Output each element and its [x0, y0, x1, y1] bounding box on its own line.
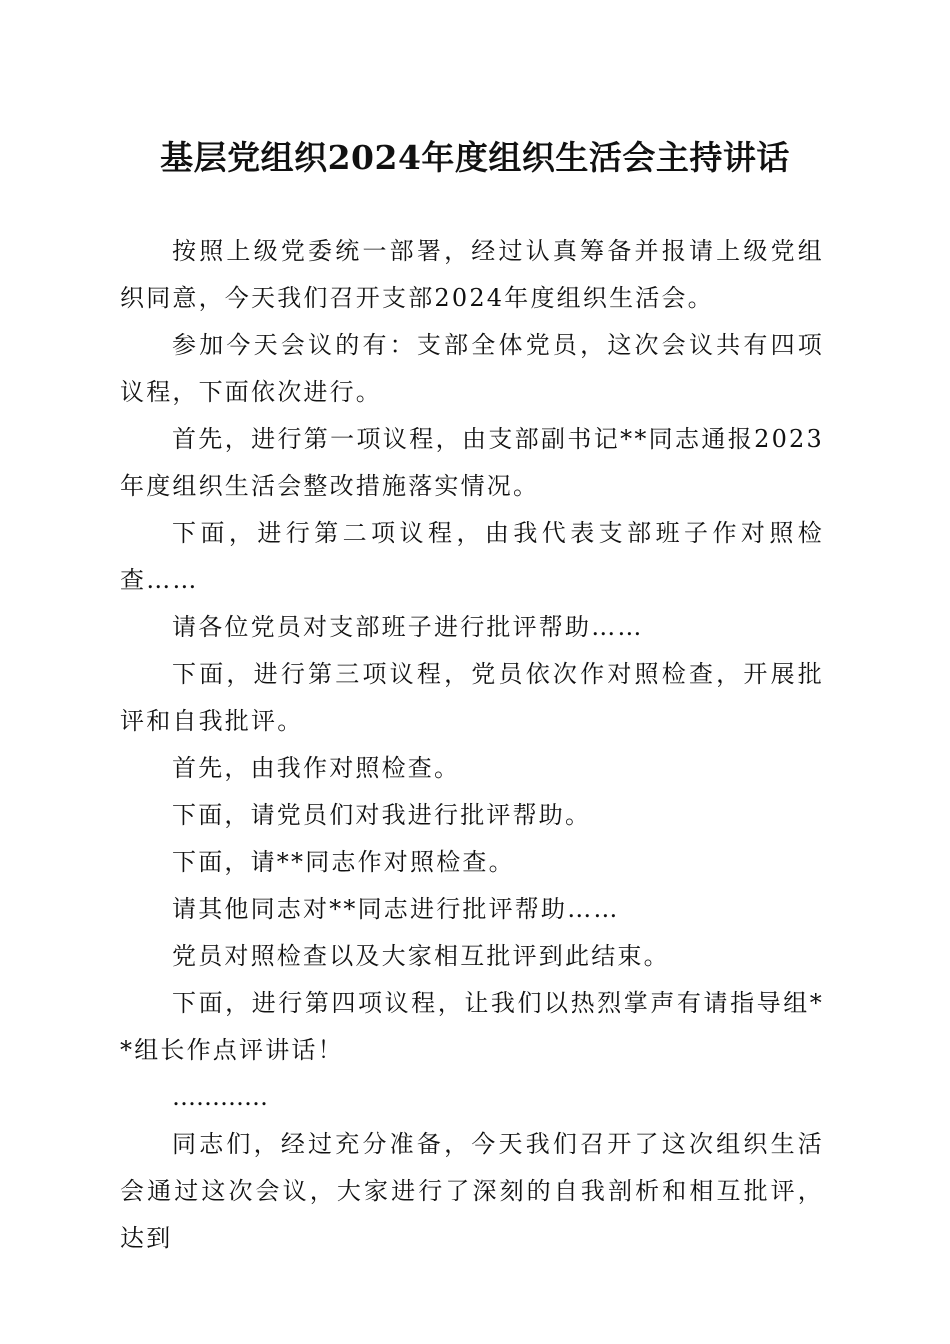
paragraph-4: 下面，进行第二项议程，由我代表支部班子作对照检查……	[120, 519, 824, 594]
paragraph-2: 参加今天会议的有：支部全体党员，这次会议共有四项议程，下面依次进行。	[120, 331, 824, 406]
paragraph-8: 下面，请党员们对我进行批评帮助。	[172, 801, 592, 829]
paragraph-9: 下面，请**同志作对照检查。	[172, 848, 515, 876]
paragraph-1: 按照上级党委统一部署，经过认真筹备并报请上级党组织同意，今天我们召开支部2024年度组织生活会。	[120, 237, 824, 312]
ellipsis-line: …………	[172, 1083, 268, 1111]
paragraph-12: 下面，进行第四项议程，让我们以热烈掌声有请指导组**组长作点评讲话！	[120, 989, 824, 1064]
paragraph-7: 首先，由我作对照检查。	[172, 754, 461, 782]
paragraph-11: 党员对照检查以及大家相互批评到此结束。	[172, 942, 670, 970]
document-body	[120, 228, 824, 1262]
paragraph-6: 下面，进行第三项议程，党员依次作对照检查，开展批评和自我批评。	[120, 660, 824, 735]
paragraph-3: 首先，进行第一项议程，由支部副书记**同志通报2023年度组织生活会整改措施落实情况。	[120, 425, 824, 500]
document-title: 基层党组织2024年度组织生活会主持讲话	[160, 138, 790, 177]
paragraph-5: 请各位党员对支部班子进行批评帮助……	[172, 613, 644, 641]
paragraph-14: 同志们，经过充分准备，今天我们召开了这次组织生活会通过这次会议，大家进行了深刻的自我剖析和相互批评，达到	[120, 1130, 824, 1252]
paragraph-10: 请其他同志对**同志进行批评帮助……	[172, 895, 620, 923]
